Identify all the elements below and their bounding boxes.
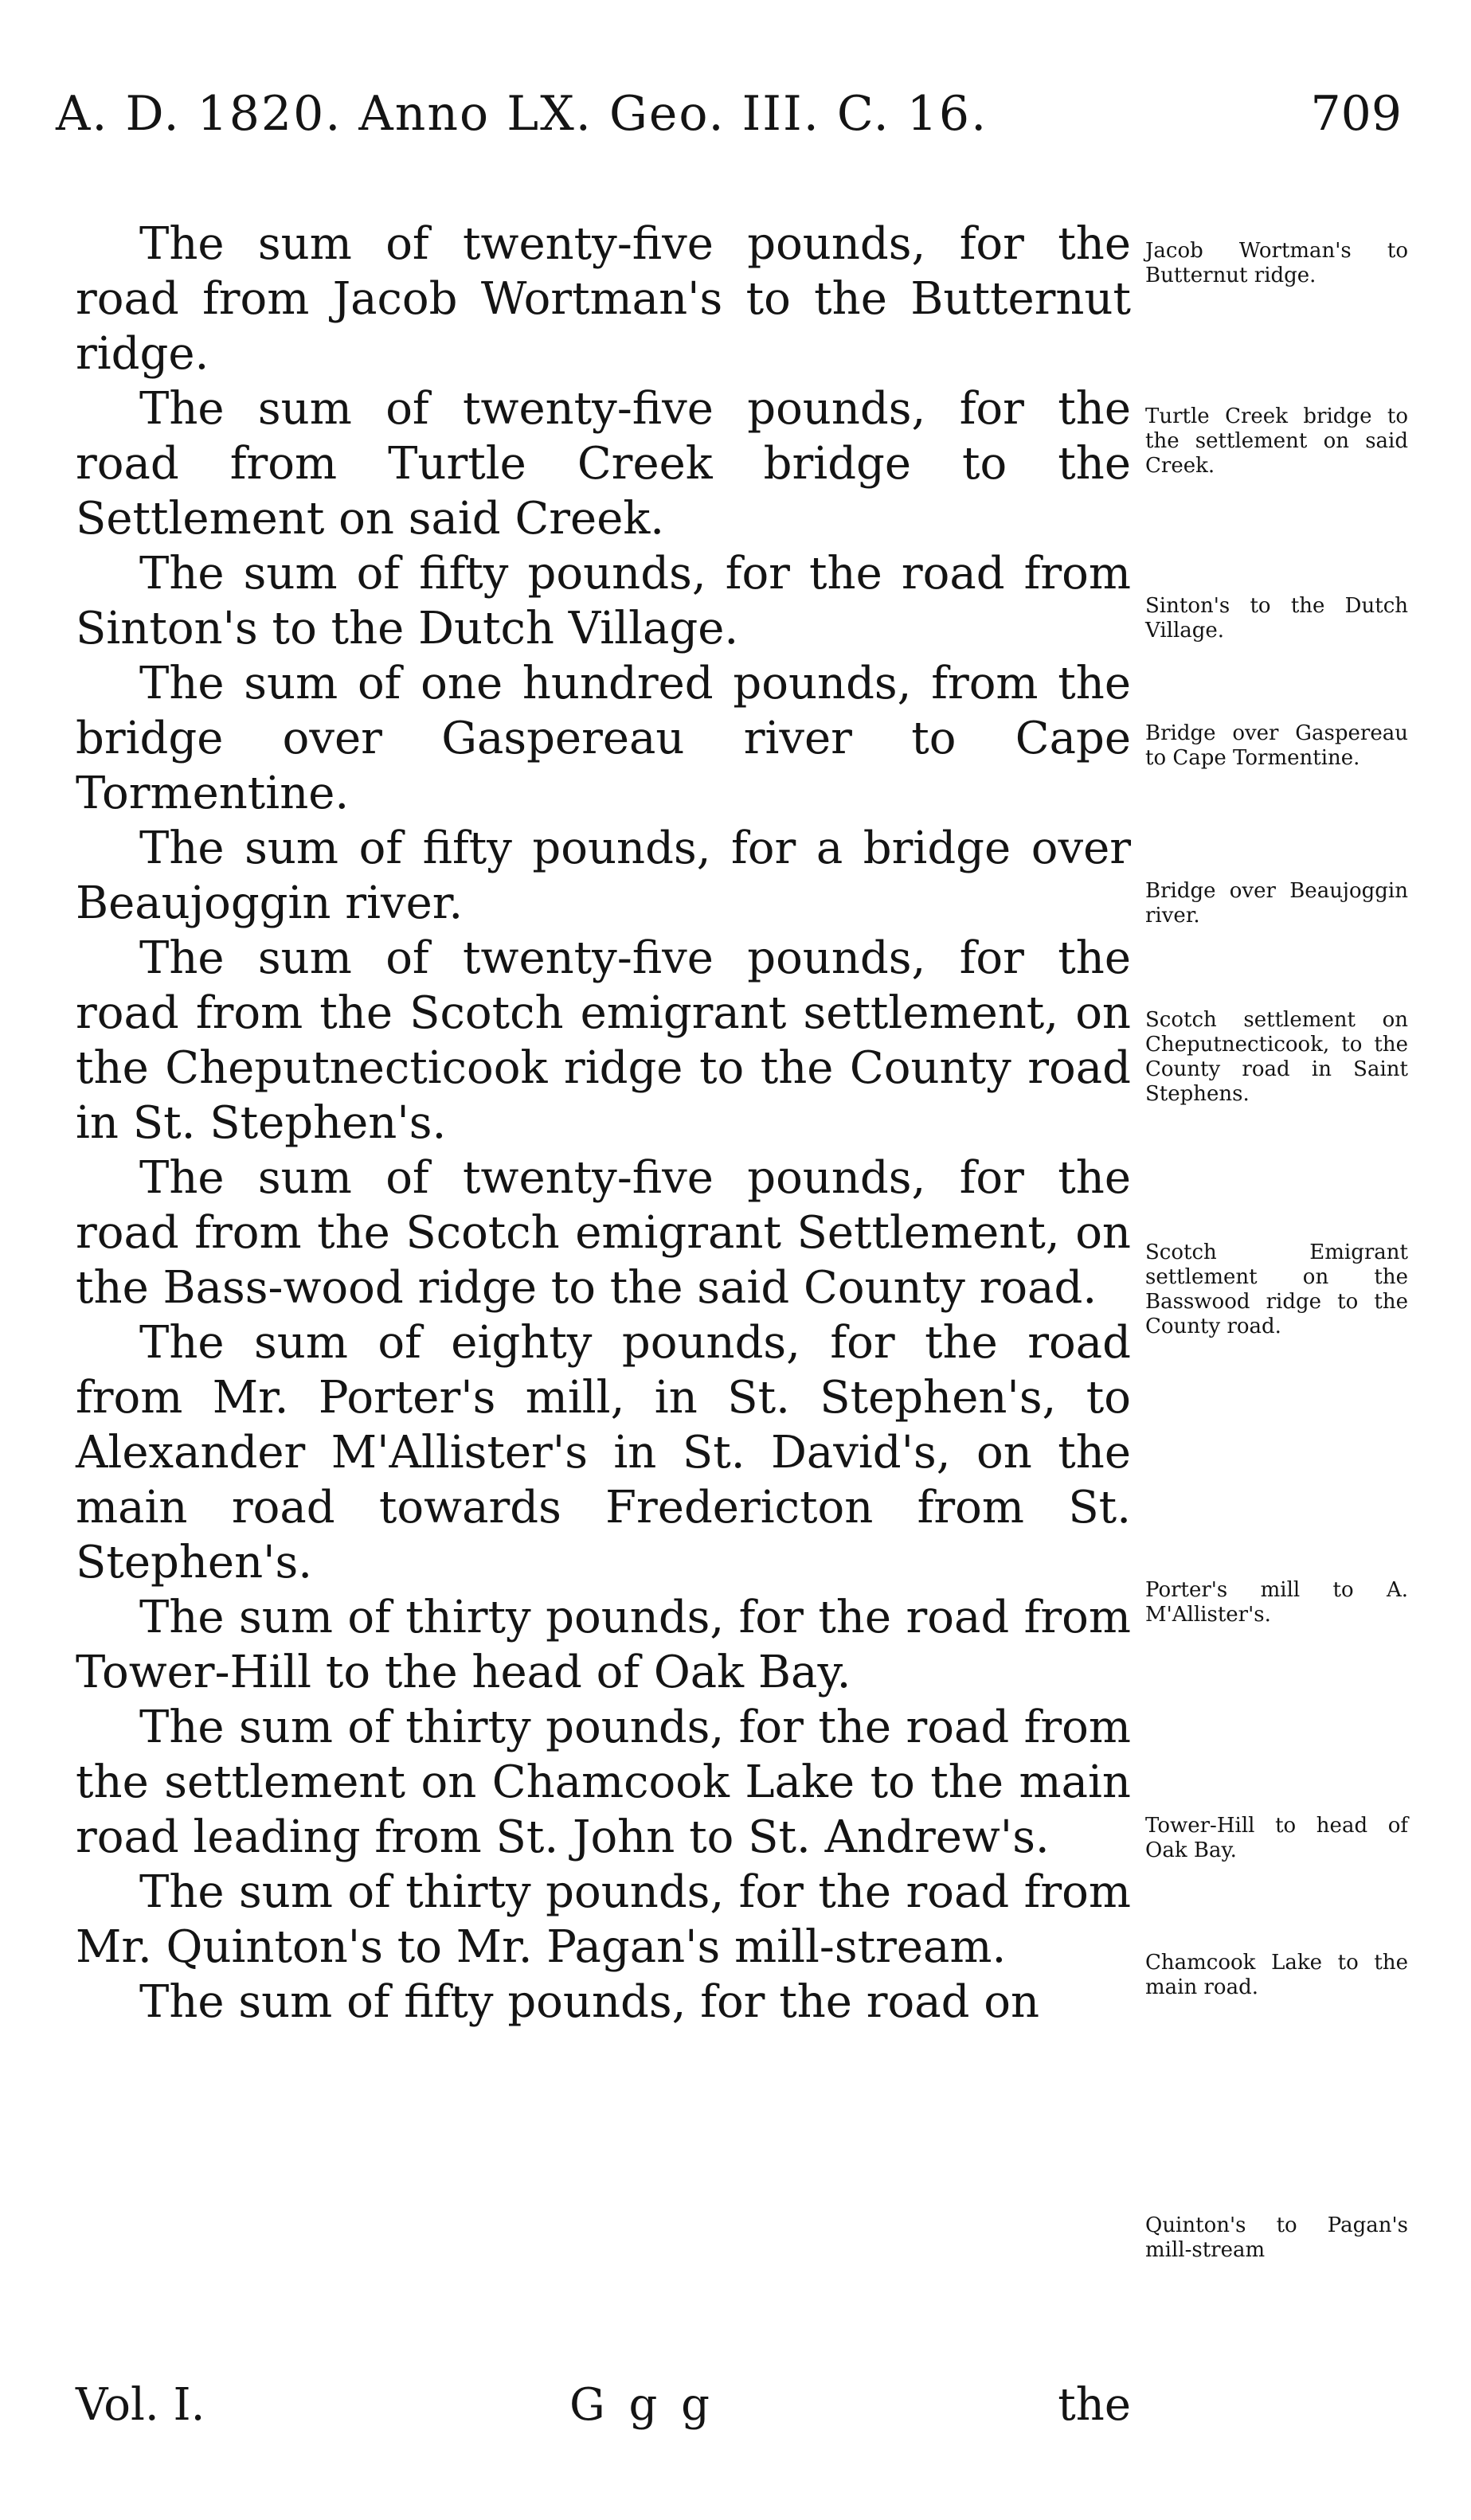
margin-note-basswood: Scotch Emigrant settlement on the Basswood ridge to the County road. bbox=[1145, 1240, 1408, 1338]
paragraph-chamcook-road: The sum of thirty pounds, for the road from the settlement on Chamcook Lake to the main road leading from St. John to St. Andrew's. bbox=[76, 1701, 1131, 1863]
margin-note-wortman: Jacob Wortman's to Butternut ridge. bbox=[1145, 239, 1408, 287]
paragraph-wortman-road: The sum of twenty-five pounds, for the road from Jacob Wortman's to the Butternut ridge. bbox=[76, 218, 1131, 380]
page-number: 709 bbox=[1310, 86, 1402, 142]
paragraph-quinton-road: The sum of thirty pounds, for the road from Mr. Quinton's to Mr. Pagan's mill-stream. bbox=[76, 1866, 1131, 1973]
body-text bbox=[76, 217, 1131, 2030]
paragraph-continuing: The sum of fifty pounds, for the road on bbox=[139, 1976, 1040, 2028]
margin-note-gaspereau: Bridge over Gaspereau to Cape Tormentine. bbox=[1145, 721, 1408, 770]
paragraph-beaujoggin-bridge: The sum of fifty pounds, for a bridge over Beaujoggin river. bbox=[76, 822, 1131, 929]
paragraph-tower-hill-road: The sum of thirty pounds, for the road from Tower-Hill to the head of Oak Bay. bbox=[76, 1592, 1131, 1698]
catchword: the bbox=[1058, 2379, 1131, 2431]
margin-note-cheputnecticook: Scotch settlement on Cheputnecticook, to the County road in Saint Stephens. bbox=[1145, 1008, 1408, 1106]
margin-note-quinton: Quinton's to Pagan's mill-stream bbox=[1145, 2213, 1408, 2262]
paragraph-porter-mill-road: The sum of eighty pounds, for the road from Mr. Porter's mill, in St. Stephen's, to Alexander M'Allister's in St. David's, on the main road towards Fredericton from St. Stephen's. bbox=[76, 1317, 1131, 1588]
signature-mark: G g g bbox=[569, 2379, 715, 2431]
volume-label: Vol. I. bbox=[76, 2379, 205, 2431]
margin-note-sinton: Sinton's to the Dutch Village. bbox=[1145, 594, 1408, 643]
running-head: A. D. 1820. Anno LX. Geo. III. C. 16. bbox=[56, 86, 988, 142]
margin-notes bbox=[1145, 0, 1416, 2520]
paragraph-cheputnecticook-road: The sum of twenty-five pounds, for the road from the Scotch emigrant settlement, on the Cheputnecticook ridge to the County road in St. Stephen's. bbox=[76, 932, 1131, 1149]
paragraph-turtle-creek-road: The sum of twenty-five pounds, for the road from Turtle Creek bridge to the Settlement on said Creek. bbox=[76, 383, 1131, 545]
margin-note-chamcook: Chamcook Lake to the main road. bbox=[1145, 1951, 1408, 1999]
paragraph-gaspereau-bridge: The sum of one hundred pounds, from the bridge over Gaspereau river to Cape Tormentine. bbox=[76, 658, 1131, 819]
margin-note-tower-hill: Tower-Hill to head of Oak Bay. bbox=[1145, 1814, 1408, 1862]
page-footer bbox=[76, 2379, 1131, 2443]
margin-note-porter-mill: Porter's mill to A. M'Allister's. bbox=[1145, 1578, 1408, 1627]
margin-note-beaujoggin: Bridge over Beaujoggin river. bbox=[1145, 879, 1408, 928]
paragraph-sinton-road: The sum of fifty pounds, for the road from Sinton's to the Dutch Village. bbox=[76, 548, 1131, 654]
margin-note-turtle-creek: Turtle Creek bridge to the settlement on said Creek. bbox=[1145, 404, 1408, 478]
paragraph-basswood-road: The sum of twenty-five pounds, for the road from the Scotch emigrant Settlement, on the Bass-wood ridge to the said County road. bbox=[76, 1152, 1131, 1314]
